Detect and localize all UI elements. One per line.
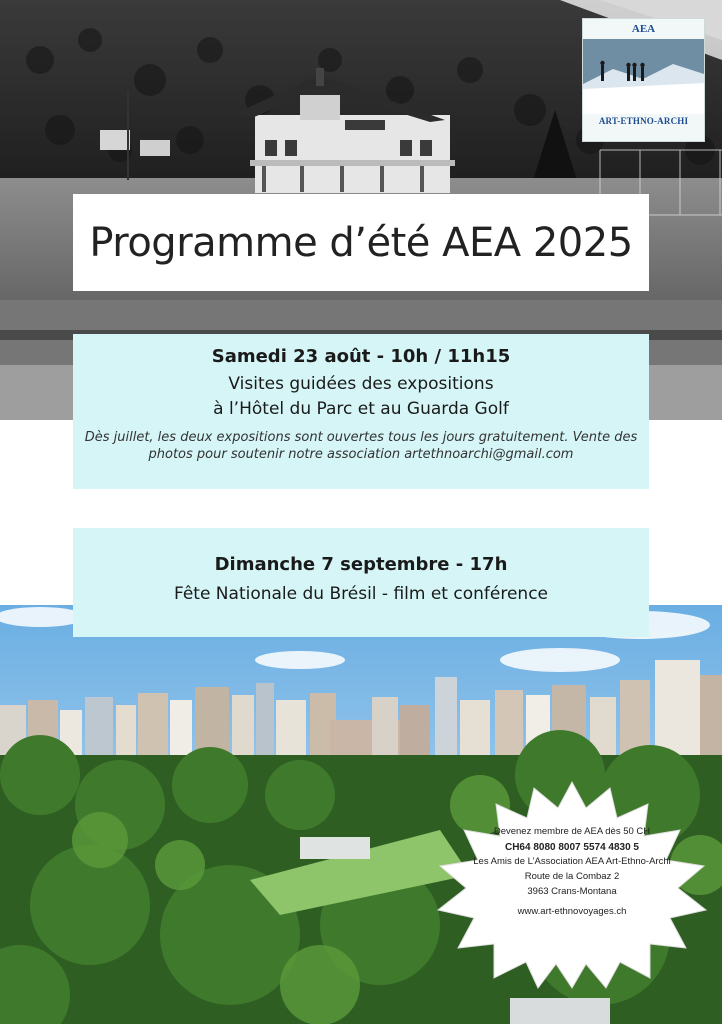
logo-skiers-image (583, 39, 704, 114)
event2-date: Dimanche 7 septembre - 17h (214, 554, 508, 575)
membership-line4: 3963 Crans-Montana (527, 885, 617, 897)
membership-info (462, 825, 682, 920)
event1-line2: à l’Hôtel du Parc et au Guarda Golf (213, 398, 509, 419)
event2-line1: Fête Nationale du Brésil - film et conférence (173, 584, 549, 604)
event-card-guided-tours (73, 334, 649, 489)
title-box (73, 194, 649, 291)
event-card-brazil-day (73, 528, 649, 637)
logo-top-text: AEA (631, 23, 656, 35)
membership-line3: Route de la Combaz 2 (524, 870, 620, 882)
membership-line1: Devenez membre de AEA dès 50 CH (493, 826, 651, 837)
membership-website[interactable]: www.art-ethnovoyages.ch (517, 906, 627, 918)
membership-line2: Les Amis de L’Association AEA Art-Ethno-Archi (473, 856, 671, 868)
event1-note: Dès juillet, les deux expositions sont ouvertes tous les jours gratuitement. Vente des photos pour soutenir notre association artethnoarchi@gmail.com (84, 429, 638, 463)
page-title: Programme d’été AEA 2025 (89, 219, 633, 266)
event1-line1: Visites guidées des expositions (228, 374, 494, 394)
event1-date: Samedi 23 août - 10h / 11h15 (211, 346, 511, 367)
aea-logo (582, 18, 705, 142)
logo-bottom-text: ART-ETHNO-ARCHI (598, 116, 689, 126)
membership-iban: CH64 8080 8007 5574 4830 5 (504, 841, 639, 853)
